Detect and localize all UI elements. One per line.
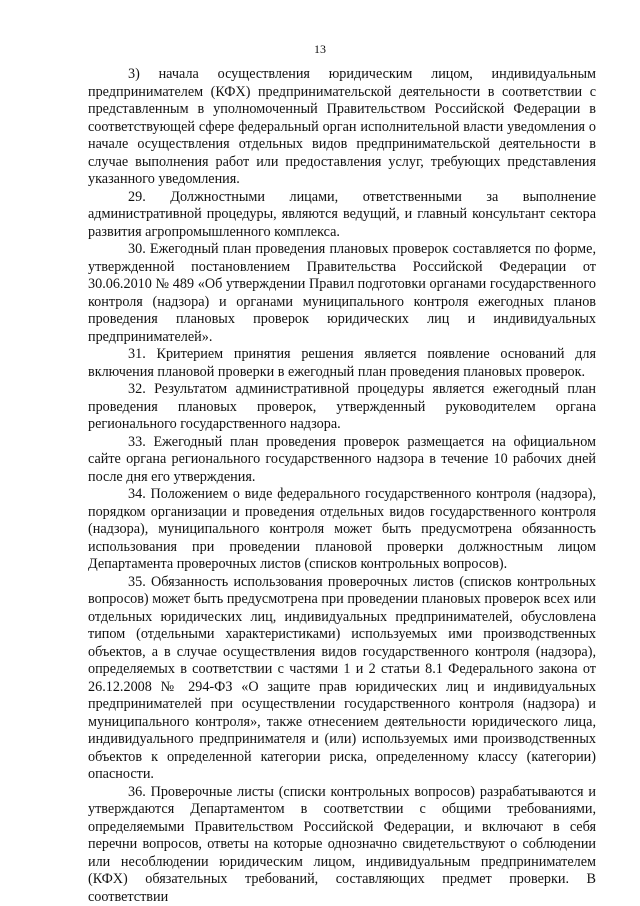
document-body bbox=[88, 66, 596, 906]
paragraph-30: 30. Ежегодный план проведения плановых проверок составляется по форме, утвержденной постановлением Правительства Российской Федерации от 30.06.2010 № 489 «Об утверждении Правил подготовки органами государственного контроля (надзора) и органами муниципального контроля ежегодных планов проведения плановых проверок юридических лиц и индивидуальных предпринимателей». bbox=[88, 241, 596, 346]
paragraph-item-3: 3) начала осуществления юридическим лицом, индивидуальным предпринимателем (КФХ) предпринимательской деятельности в соответствии с представленным в уполномоченный Правительством Российской Федерации в соответствующей сфере федеральный орган исполнительной власти уведомления о начале осуществления отдельных видов предпринимательской деятельности в случае выполнения работ или предоставления услуг, требующих представления указанного уведомления. bbox=[88, 66, 596, 189]
paragraph-32: 32. Результатом административной процедуры является ежегодный план проведения плановых проверок, утвержденный руководителем органа регионального государственного надзора. bbox=[88, 381, 596, 434]
page-number: 13 bbox=[0, 42, 640, 56]
paragraph-29: 29. Должностными лицами, ответственными за выполнение административной процедуры, являются ведущий, и главный консультант сектора развития агропромышленного комплекса. bbox=[88, 189, 596, 242]
paragraph-33: 33. Ежегодный план проведения проверок размещается на официальном сайте органа регионального государственного надзора в течение 10 рабочих дней после дня его утверждения. bbox=[88, 434, 596, 487]
paragraph-34: 34. Положением о виде федерального государственного контроля (надзора), порядком организации и проведения отдельных видов государственного контроля (надзора), муниципального контроля может быть предусмотрена обязанность использования при проведении плановой проверки должностным лицом Департамента проверочных листов (списков контрольных вопросов). bbox=[88, 486, 596, 574]
paragraph-36: 36. Проверочные листы (списки контрольных вопросов) разрабатываются и утверждаются Департаментом в соответствии с общими требованиями, определяемыми Правительством Российской Федерации, и включают в себя перечни вопросов, ответы на которые однозначно свидетельствуют о соблюдении или несоблюдении юридическим лицом, индивидуальным предпринимателем (КФХ) обязательных требований, составляющих предмет проверки. В соответствии bbox=[88, 784, 596, 906]
paragraph-31: 31. Критерием принятия решения является появление оснований для включения плановой проверки в ежегодный план проведения плановых проверок. bbox=[88, 346, 596, 381]
paragraph-35: 35. Обязанность использования проверочных листов (списков контрольных вопросов) может быть предусмотрена при проведении плановых проверок всех или отдельных юридических лиц, индивидуальных предпринимателей, обусловлена типом (отдельными характеристиками) используемых ими производственных объектов, а в случае осуществления видов государственного контроля (надзора), определяемых в соответствии с частями 1 и 2 статьи 8.1 Федерального закона от 26.12.2008 № 294-ФЗ «О защите прав юридических лиц и индивидуальных предпринимателей при осуществлении государственного контроля (надзора) и муниципального контроля», также отнесением деятельности юридического лица, индивидуального предпринимателя и (или) используемых ими производственных объектов к определенной категории риска, определенному классу (категории) опасности. bbox=[88, 574, 596, 784]
